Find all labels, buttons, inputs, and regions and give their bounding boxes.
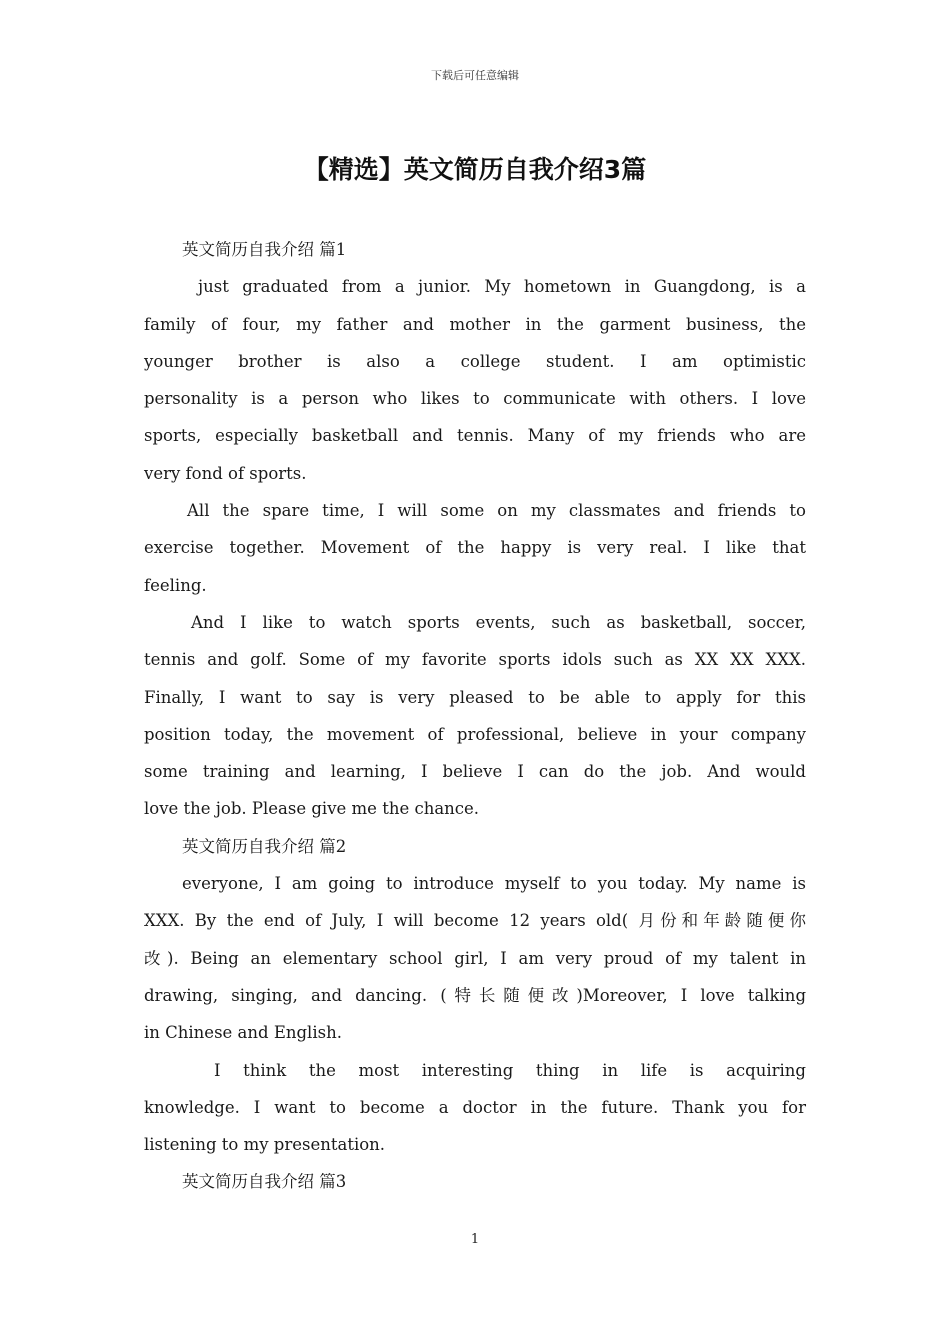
body-line: sports, especially basketball and tennis. Many of my friends who are xyxy=(144,426,806,446)
document-title: 【精选】英文简历自我介绍3篇 xyxy=(303,155,647,184)
body-line: personality is a person who likes to communicate with others. I love xyxy=(144,389,806,409)
body-line: in Chinese and English. xyxy=(144,1023,342,1043)
body-line: Finally, I want to say is very pleased to be able to apply for this xyxy=(144,687,806,707)
body-line: position today, the movement of professional, believe in your company xyxy=(144,724,806,744)
body-line: everyone, I am going to introduce myself to you today. My name is xyxy=(182,874,806,894)
body-line: very fond of sports. xyxy=(144,463,307,483)
page-number: 1 xyxy=(470,1232,480,1247)
body-line: 改). Being an elementary school girl, I am very proud of my talent in xyxy=(144,948,806,968)
body-line: knowledge. I want to become a doctor in the future. Thank you for xyxy=(144,1097,806,1117)
body-line: drawing, singing, and dancing. (特长随便改)Moreover, I love talking xyxy=(144,985,806,1005)
body-line: just graduated from a junior. My hometown in Guangdong, is a xyxy=(198,277,806,297)
body-line: love the job. Please give me the chance. xyxy=(144,799,480,819)
body-line: some training and learning, I believe I can do the job. And would xyxy=(144,762,806,782)
body-line: XXX. By the end of July, I will become 12 years old( 月份和年龄随便你 xyxy=(144,911,806,931)
body-line: tennis and golf. Some of my favorite sports idols such as XX XX XXX. xyxy=(144,650,806,670)
body-line: And I like to watch sports events, such as basketball, soccer, xyxy=(191,612,806,632)
body-line: I think the most interesting thing in life is acquiring xyxy=(214,1060,806,1080)
body-line: All the spare time, I will some on my classmates and friends to xyxy=(187,501,806,521)
body-line: exercise together. Movement of the happy is very real. I like that xyxy=(144,538,806,558)
document-body xyxy=(144,231,806,1201)
section-heading: 英文简历自我介绍 篇2 xyxy=(182,836,347,856)
body-line: feeling. xyxy=(144,575,207,595)
body-line: family of four, my father and mother in the garment business, the xyxy=(144,314,806,334)
body-line: listening to my presentation. xyxy=(144,1135,386,1155)
section-heading: 英文简历自我介绍 篇3 xyxy=(182,1172,347,1192)
page-header-note: 下载后可任意编辑 xyxy=(431,69,519,82)
section-heading: 英文简历自我介绍 篇1 xyxy=(182,240,347,259)
body-line: younger brother is also a college student. I am optimistic xyxy=(144,351,806,371)
